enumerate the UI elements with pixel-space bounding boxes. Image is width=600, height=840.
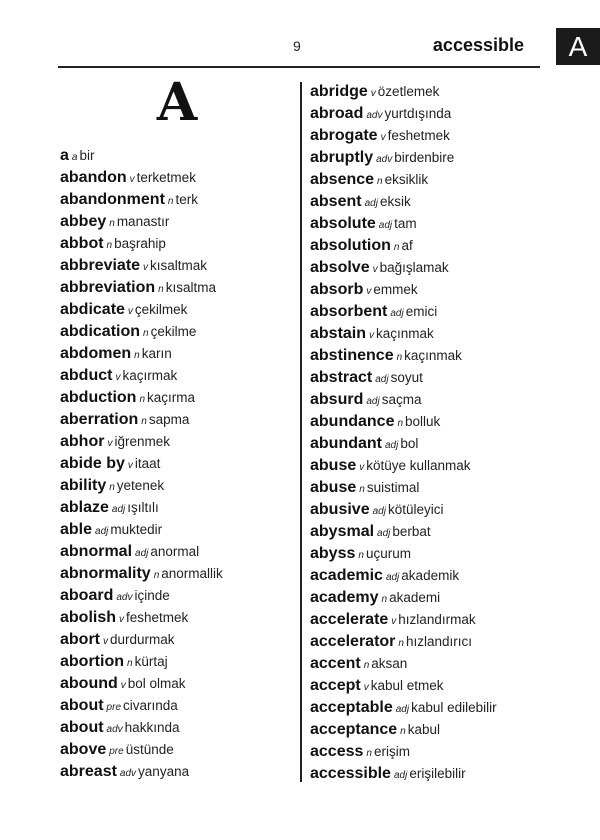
dictionary-entry (310, 719, 550, 741)
headword: able (60, 521, 93, 538)
part-of-speech: v (119, 614, 125, 625)
part-of-speech: adj (366, 396, 380, 407)
dictionary-entry (60, 277, 296, 299)
translation: kabul (407, 722, 441, 737)
part-of-speech: v (372, 264, 378, 275)
column-divider (300, 82, 302, 782)
translation: erişim (373, 744, 410, 759)
translation: bir (79, 148, 95, 163)
letter-thumb-tab: A (556, 28, 600, 65)
part-of-speech: n (158, 284, 164, 295)
dictionary-entry (60, 233, 296, 255)
headword: abundant (310, 435, 382, 452)
headword: abnormal (60, 543, 133, 560)
headword: accelerator (310, 633, 396, 650)
part-of-speech: n (400, 726, 406, 737)
translation: kaçınmak (376, 326, 434, 341)
headword: academy (310, 589, 379, 606)
headword: absurd (310, 391, 364, 408)
dictionary-entry (310, 697, 550, 719)
part-of-speech: v (370, 88, 376, 99)
headword: abstinence (310, 347, 394, 364)
translation: yurtdışında (384, 106, 452, 121)
headword: aboard (60, 587, 114, 604)
dictionary-entry (60, 387, 296, 409)
part-of-speech: pre (106, 702, 121, 713)
headword: abstain (310, 325, 367, 342)
translation: ışıltılı (127, 500, 159, 515)
headword: abandonment (60, 191, 165, 208)
translation: eksiklik (384, 172, 429, 187)
section-letter-heading: A (156, 72, 196, 133)
translation: kötüleyici (387, 502, 444, 517)
headword: abdication (60, 323, 141, 340)
part-of-speech: adj (375, 374, 389, 385)
part-of-speech: adj (385, 440, 399, 451)
dictionary-entry (310, 653, 550, 675)
dictionary-entry (60, 695, 296, 717)
translation: feshetmek (126, 610, 189, 625)
headword: abusive (310, 501, 370, 518)
headword: a (60, 147, 69, 164)
headword: abduction (60, 389, 137, 406)
part-of-speech: n (167, 196, 174, 207)
part-of-speech: n (396, 352, 403, 363)
translation: feshetmek (387, 128, 450, 143)
translation: aksan (371, 656, 408, 671)
dictionary-entry (310, 323, 550, 345)
dictionary-entry (310, 675, 550, 697)
part-of-speech: n (106, 240, 113, 251)
headword: acceptable (310, 699, 393, 716)
dictionary-entry (60, 299, 296, 321)
part-of-speech: v (107, 438, 113, 449)
dictionary-entry (310, 279, 550, 301)
part-of-speech: n (134, 350, 140, 361)
part-of-speech: v (120, 680, 126, 691)
part-of-speech: adv (116, 592, 133, 603)
part-of-speech: n (398, 638, 404, 649)
headword: absolve (310, 259, 370, 276)
part-of-speech: a (71, 152, 78, 163)
part-of-speech: n (139, 394, 145, 405)
part-of-speech: adv (106, 724, 123, 735)
translation: bol olmak (127, 676, 186, 691)
headword: abrogate (310, 127, 378, 144)
translation: hakkında (124, 720, 180, 735)
headword: abundance (310, 413, 395, 430)
dictionary-entry (60, 497, 296, 519)
page-number: 9 (293, 38, 301, 54)
dictionary-entry (310, 433, 550, 455)
part-of-speech: n (127, 658, 133, 669)
dictionary-entry (310, 741, 550, 763)
translation: birdenbire (394, 150, 455, 165)
translation: soyut (390, 370, 423, 385)
translation: eksik (379, 194, 411, 209)
dictionary-entry (60, 475, 296, 497)
translation: içinde (134, 588, 170, 603)
translation: af (401, 238, 413, 253)
dictionary-entry (60, 453, 296, 475)
translation: terketmek (136, 170, 196, 185)
part-of-speech: n (143, 328, 149, 339)
headword: about (60, 719, 104, 736)
guide-word: accessible (432, 35, 524, 55)
dictionary-entry (60, 607, 296, 629)
headword: ability (60, 477, 107, 494)
dictionary-entry (60, 717, 296, 739)
part-of-speech: n (363, 660, 370, 671)
translation: uçurum (365, 546, 411, 561)
part-of-speech: adj (364, 198, 378, 209)
headword: abide by (60, 455, 125, 472)
part-of-speech: n (381, 594, 388, 605)
part-of-speech: adj (390, 308, 404, 319)
headword: abortion (60, 653, 124, 670)
dictionary-entry (310, 81, 550, 103)
part-of-speech: adv (376, 154, 393, 165)
translation: bol (400, 436, 419, 451)
dictionary-entry (310, 213, 550, 235)
dictionary-entry (310, 169, 550, 191)
dictionary-entry (60, 541, 296, 563)
headword: abroad (310, 105, 364, 122)
part-of-speech: n (377, 176, 383, 187)
part-of-speech: n (366, 748, 372, 759)
part-of-speech: v (103, 636, 108, 647)
part-of-speech: adj (385, 572, 400, 583)
dictionary-entry (310, 367, 550, 389)
dictionary-entry (60, 167, 296, 189)
dictionary-entry (310, 763, 550, 785)
headword: absent (310, 193, 362, 210)
translation: tam (394, 216, 417, 231)
headword: absolution (310, 237, 391, 254)
translation: civarında (123, 698, 178, 713)
part-of-speech: adj (378, 220, 393, 231)
dictionary-entry (310, 631, 550, 653)
headword: abolish (60, 609, 117, 626)
translation: hızlandırmak (398, 612, 476, 627)
translation: çekilme (150, 324, 197, 339)
dictionary-entry (310, 543, 550, 565)
headword: aberration (60, 411, 139, 428)
dictionary-entry (310, 455, 550, 477)
dictionary-entry (310, 499, 550, 521)
part-of-speech: adj (393, 770, 408, 781)
translation: kaçınmak (404, 348, 462, 363)
part-of-speech: n (109, 218, 115, 229)
dictionary-entry (60, 343, 296, 365)
dictionary-entry (310, 411, 550, 433)
translation: suistimal (366, 480, 420, 495)
dictionary-entry (60, 673, 296, 695)
part-of-speech: adj (111, 504, 126, 515)
part-of-speech: n (141, 416, 147, 427)
headword: abbey (60, 213, 107, 230)
translation: erişilebilir (409, 766, 466, 781)
dictionary-entry (60, 145, 296, 167)
translation: karın (141, 346, 172, 361)
dictionary-entry (60, 629, 296, 651)
headword: academic (310, 567, 383, 584)
part-of-speech: n (153, 570, 160, 581)
translation: emici (405, 304, 438, 319)
translation: iğrenmek (114, 434, 170, 449)
translation: yanyana (138, 764, 190, 779)
part-of-speech: v (127, 460, 133, 471)
part-of-speech: adv (119, 768, 137, 779)
headword: abridge (310, 83, 368, 100)
translation: anormallik (161, 566, 223, 581)
headword: abbreviate (60, 257, 141, 274)
dictionary-entry (310, 345, 550, 367)
headword: abduct (60, 367, 113, 384)
dictionary-entry (310, 477, 550, 499)
part-of-speech: v (363, 682, 369, 693)
translation: kabul edilebilir (411, 700, 497, 715)
headword: abysmal (310, 523, 375, 540)
dictionary-entry (60, 365, 296, 387)
dictionary-entry (60, 409, 296, 431)
part-of-speech: v (369, 330, 375, 341)
translation: anormal (150, 544, 200, 559)
translation: durdurmak (110, 632, 175, 647)
headword: accept (310, 677, 361, 694)
dictionary-entry (310, 389, 550, 411)
dictionary-entry (310, 301, 550, 323)
translation: muktedir (110, 522, 163, 537)
headword: abyss (310, 545, 356, 562)
dictionary-entry (60, 211, 296, 233)
part-of-speech: v (391, 616, 397, 627)
headword: abstract (310, 369, 373, 386)
dictionary-entry (60, 255, 296, 277)
translation: kürtaj (134, 654, 168, 669)
translation: özetlemek (377, 84, 440, 99)
translation: hızlandırıcı (405, 634, 472, 649)
headword: accessible (310, 765, 391, 782)
headword: absence (310, 171, 375, 188)
translation: manastır (116, 214, 170, 229)
headword: abreast (60, 763, 117, 780)
dictionary-entry (310, 587, 550, 609)
dictionary-entry (60, 585, 296, 607)
headword: abdicate (60, 301, 125, 318)
dictionary-entry (60, 519, 296, 541)
headword: abnormality (60, 565, 151, 582)
translation: sapma (148, 412, 190, 427)
translation: berbat (392, 524, 431, 539)
part-of-speech: pre (109, 746, 124, 757)
headword: access (310, 743, 364, 760)
left-column-entries (60, 145, 296, 783)
dictionary-entry (60, 563, 296, 585)
headword: accent (310, 655, 361, 672)
part-of-speech: n (397, 418, 404, 429)
headword: ablaze (60, 499, 109, 516)
translation: emmek (373, 282, 418, 297)
translation: kötüye kullanmak (366, 458, 471, 473)
dictionary-entry (310, 103, 550, 125)
headword: abhor (60, 433, 105, 450)
headword: abound (60, 675, 118, 692)
part-of-speech: adj (372, 506, 386, 517)
dictionary-entry (310, 521, 550, 543)
dictionary-entry (310, 147, 550, 169)
headword: abbot (60, 235, 104, 252)
part-of-speech: v (127, 306, 133, 317)
part-of-speech: n (358, 550, 364, 561)
headword: above (60, 741, 107, 758)
dictionary-entry (310, 609, 550, 631)
headword: abruptly (310, 149, 374, 166)
headword: absorbent (310, 303, 388, 320)
part-of-speech: n (359, 484, 365, 495)
part-of-speech: v (380, 132, 386, 143)
dictionary-entry (60, 321, 296, 343)
headword: absorb (310, 281, 364, 298)
headword: abbreviation (60, 279, 156, 296)
translation: yetenek (116, 478, 165, 493)
dictionary-entry (60, 189, 296, 211)
dictionary-entry (60, 739, 296, 761)
header-rule (58, 66, 540, 68)
part-of-speech: v (359, 462, 365, 473)
translation: başrahip (114, 236, 166, 251)
headword: abdomen (60, 345, 132, 362)
part-of-speech: adj (377, 528, 391, 539)
part-of-speech: n (393, 242, 400, 253)
dictionary-entry (310, 565, 550, 587)
translation: çekilmek (134, 302, 188, 317)
part-of-speech: adj (95, 526, 109, 537)
dictionary-entry (60, 651, 296, 673)
dictionary-entry (310, 235, 550, 257)
translation: üstünde (125, 742, 174, 757)
translation: bolluk (405, 414, 441, 429)
headword: abort (60, 631, 100, 648)
translation: akademik (401, 568, 460, 583)
headword: about (60, 697, 104, 714)
dictionary-entry (310, 191, 550, 213)
part-of-speech: adv (366, 110, 383, 121)
part-of-speech: v (115, 372, 121, 383)
right-column-entries (310, 81, 550, 785)
part-of-speech: adj (395, 704, 410, 715)
translation: kaçırmak (122, 368, 178, 383)
headword: abuse (310, 457, 357, 474)
translation: kısaltmak (150, 258, 208, 273)
dictionary-entry (310, 125, 550, 147)
translation: akademi (389, 590, 441, 605)
headword: abandon (60, 169, 127, 186)
part-of-speech: v (129, 174, 135, 185)
translation: terk (175, 192, 198, 207)
part-of-speech: adj (135, 548, 149, 559)
headword: absolute (310, 215, 376, 232)
dictionary-entry (60, 431, 296, 453)
translation: saçma (381, 392, 422, 407)
translation: bağışlamak (379, 260, 449, 275)
headword: abuse (310, 479, 357, 496)
part-of-speech: n (109, 482, 115, 493)
dictionary-entry (310, 257, 550, 279)
translation: kısaltma (165, 280, 216, 295)
translation: itaat (134, 456, 161, 471)
headword: acceptance (310, 721, 398, 738)
translation: kaçırma (147, 390, 196, 405)
part-of-speech: v (366, 286, 372, 297)
dictionary-entry (60, 761, 296, 783)
translation: kabul etmek (370, 678, 444, 693)
part-of-speech: v (143, 262, 149, 273)
headword: accelerate (310, 611, 389, 628)
